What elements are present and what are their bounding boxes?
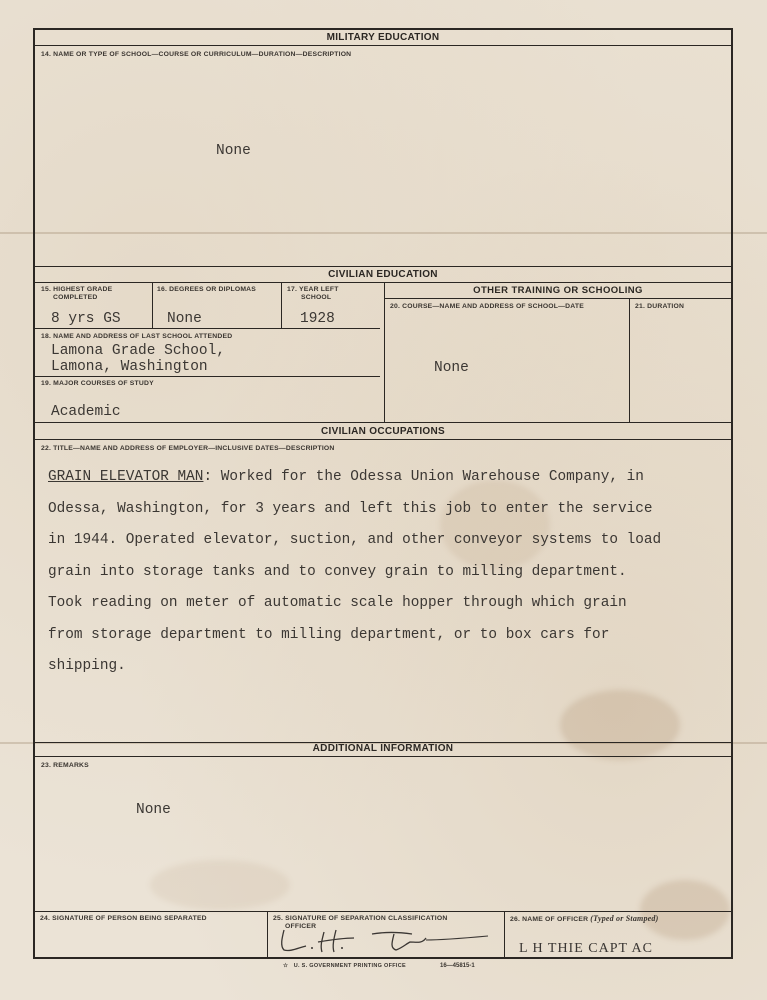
field15-label-line2: COMPLETED (53, 294, 98, 301)
form-number: 16—45815-1 (440, 963, 475, 969)
field25-label-line2: OFFICER (285, 923, 317, 930)
field26-value: L H THIE CAPT AC (519, 941, 653, 956)
divider (35, 328, 380, 329)
other-training-title: OTHER TRAINING OR SCHOOLING (473, 285, 643, 296)
field17-label-line2: SCHOOL (301, 294, 332, 301)
field15-label (41, 286, 112, 302)
divider (281, 282, 282, 328)
printer-name: U. S. GOVERNMENT PRINTING OFFICE (293, 963, 406, 969)
divider (35, 282, 731, 283)
description-line-2: Odessa, Washington, for 3 years and left this job to enter the service (48, 500, 653, 517)
star-icon: ☆ (283, 963, 289, 969)
field23-value: None (136, 802, 171, 818)
divider (35, 45, 731, 46)
field23-label: 23. REMARKS (41, 762, 89, 769)
description-line-6: from storage department to milling department, or to box cars for (48, 626, 610, 643)
divider (35, 422, 731, 423)
field21-label: 21. DURATION (635, 303, 685, 310)
military-education-title: MILITARY EDUCATION (326, 32, 440, 43)
field26-label-italic: (Typed or Stamped) (590, 914, 659, 923)
divider (385, 298, 731, 299)
description-line-3: in 1944. Operated elevator, suction, and other conveyor systems to load (48, 532, 662, 548)
divider (267, 911, 268, 959)
divider (35, 756, 731, 757)
description-line-5: Took reading on meter of automatic scale hopper through which grain (48, 595, 627, 611)
divider (152, 282, 153, 328)
description-line-7: shipping. (48, 658, 126, 674)
field15-value: 8 yrs GS (51, 311, 121, 327)
field25-label-line1: 25. SIGNATURE OF SEPARATION CLASSIFICATION (273, 915, 448, 922)
field18-label: 18. NAME AND ADDRESS OF LAST SCHOOL ATTENDED (41, 333, 233, 340)
field19-value: Academic (51, 404, 121, 420)
field24-label: 24. SIGNATURE OF PERSON BEING SEPARATED (40, 915, 207, 922)
divider (35, 439, 731, 440)
field15-label-line1: 15. HIGHEST GRADE (41, 286, 113, 293)
field17-value: 1928 (300, 311, 335, 327)
field18-value-line2: Lamona, Washington (51, 359, 208, 375)
divider (35, 376, 380, 377)
field18-value-line1: Lamona Grade School, (51, 343, 226, 359)
divider (384, 282, 385, 422)
field19-label: 19. MAJOR COURSES OF STUDY (41, 380, 154, 387)
field16-label: 16. DEGREES OR DIPLOMAS (157, 286, 257, 293)
field26-label (510, 915, 658, 924)
description-line (48, 462, 733, 494)
field20-label: 20. COURSE—NAME AND ADDRESS OF SCHOOL—DATE (390, 303, 584, 310)
occupation-description (48, 462, 733, 683)
job-title: GRAIN ELEVATOR MAN (48, 469, 204, 485)
field14-label: 14. NAME OR TYPE OF SCHOOL—COURSE OR CURRICULUM—DURATION—DESCRIPTION (41, 51, 352, 58)
field26-label-text: 26. NAME OF OFFICER (510, 916, 589, 923)
civilian-occupations-title: CIVILIAN OCCUPATIONS (321, 426, 445, 437)
field16-value: None (167, 311, 202, 327)
description-line-1: : Worked for the Odessa Union Warehouse Company, in (203, 469, 644, 485)
field22-label: 22. TITLE—NAME AND ADDRESS OF EMPLOYER—INCLUSIVE DATES—DESCRIPTION (41, 445, 335, 452)
field17-label-line1: 17. YEAR LEFT (287, 286, 339, 293)
divider (504, 911, 505, 959)
field20-value: None (434, 360, 469, 376)
printer-footer (283, 963, 406, 969)
additional-information-title: ADDITIONAL INFORMATION (312, 743, 454, 754)
divider (35, 266, 731, 267)
field14-value: None (216, 143, 251, 159)
divider (35, 911, 731, 912)
civilian-education-title: CIVILIAN EDUCATION (328, 269, 438, 280)
field17-label (287, 286, 339, 302)
divider (629, 298, 630, 422)
officer-signature (276, 924, 496, 954)
description-line-4: grain into storage tanks and to convey grain to milling department. (48, 563, 627, 580)
